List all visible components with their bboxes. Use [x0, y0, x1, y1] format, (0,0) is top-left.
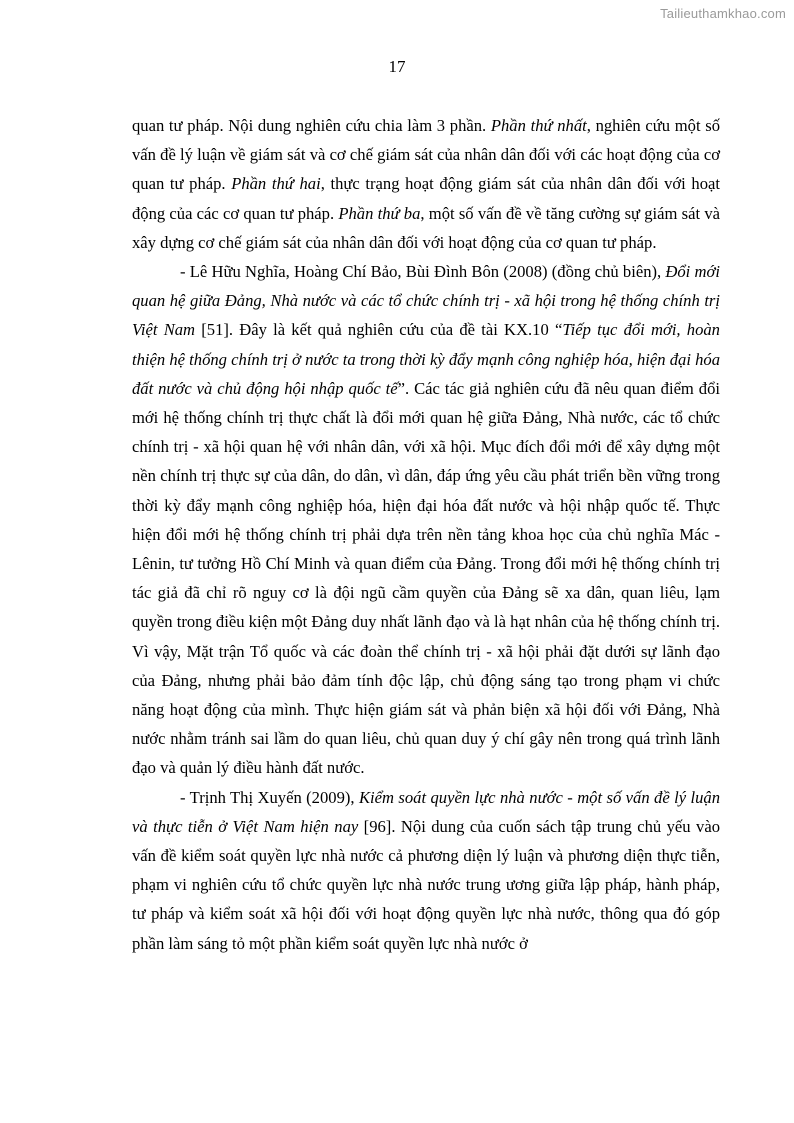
document-body — [132, 111, 720, 958]
text-run: - Lê Hữu Nghĩa, Hoàng Chí Bảo, Bùi Đình Bôn (2008) (đồng chủ biên), — [180, 262, 666, 282]
italic-run: Phần thứ ba — [338, 203, 421, 223]
text-run: [96]. Nội dung của cuốn sách tập trung chủ yếu vào vấn đề kiểm soát quyền lực nhà nước cả phương diện lý luận và phương diện thực tiễn, phạm vi nghiên cứu tổ chức quyền lực nhà nước trung ương giữa lập pháp, hành pháp, tư pháp và kiểm soát xã hội đối với hoạt động quyền lực nhà nước, thông qua đó góp phần làm sáng tỏ một phần kiểm soát quyền lực nhà nước ở — [132, 816, 720, 953]
text-run: , nghiên cứu một số vấn đề lý luận về giám sát và cơ chế giám sát của nhân dân đối với các hoạt động của cơ quan tư pháp. — [132, 116, 720, 194]
page-number: 17 — [388, 57, 406, 76]
italic-run: Tiếp tục đổi mới, hoàn thiện hệ thống chính trị ở nước ta trong thời kỳ đẩy mạnh công nghiệp hóa, hiện đại hóa đất nước và chủ động hội nhập quốc tế — [132, 320, 720, 398]
italic-run: Phần thứ nhất — [490, 116, 587, 135]
watermark-text: Tailieuthamkhao.com — [660, 6, 786, 21]
italic-run: Phần thứ hai — [231, 174, 321, 194]
paragraph-2 — [132, 257, 720, 783]
paragraph-3 — [132, 783, 720, 958]
text-run: ”. Các tác giả nghiên cứu đã nêu quan điểm đổi mới hệ thống chính trị thực chất là đổi mới quan hệ giữa Đảng, Nhà nước, các tổ chức chính trị - xã hội quan hệ với nhân dân, với xã hội. Mục đích đổi mới để xây dựng một nền chính trị thực sự của dân, do dân, vì dân, đáp ứng yêu cầu phát triển bền vững trong thời kỳ đẩy mạnh công nghiệp hóa, hiện đại hóa đất nước và hội nhập quốc tế. Thực hiện đổi mới hệ thống chính trị phải dựa trên nền tảng khoa học của chủ nghĩa Mác - Lênin, tư tưởng Hồ Chí Minh và quan điểm của Đảng. Trong đổi mới hệ thống chính trị tác giả đã chỉ rõ nguy cơ là đội ngũ cầm quyền của Đảng sẽ xa dân, quan liêu, lạm quyền trong điều kiện một Đảng duy nhất lãnh đạo và là hạt nhân của hệ thống chính trị. Vì vậy, Mặt trận Tổ quốc và các đoàn thể chính trị - xã hội phải đặt dưới sự lãnh đạo của Đảng, nhưng phải bảo đảm tính độc lập, chủ động sáng tạo trong phạm vi chức năng hoạt động của mình. Thực hiện giám sát và phản biện xã hội đối với Đảng, Nhà nước nhằm tránh sai lầm do quan liêu, chủ quan duy ý chí gây nên trong quá trình lãnh đạo và quản lý điều hành đất nước. — [132, 378, 720, 778]
italic-run: Đổi mới quan hệ giữa Đảng, Nhà nước và các tổ chức chính trị - xã hội trong hệ thống chính trị Việt Nam — [132, 262, 720, 340]
paragraph-1 — [132, 111, 720, 257]
text-run: [51]. Đây là kết quả nghiên cứu của đề tài KX.10 “ — [195, 320, 563, 340]
italic-run: Kiểm soát quyền lực nhà nước - một số vấn đề lý luận và thực tiễn ở Việt Nam hiện nay — [132, 787, 721, 836]
text-run: quan tư pháp. Nội dung nghiên cứu chia làm 3 phần. — [132, 116, 491, 135]
text-run: , một số vấn đề về tăng cường sự giám sát và xây dựng cơ chế giám sát của nhân dân đối với hoạt động của cơ quan tư pháp. — [132, 203, 720, 252]
text-run: , thực trạng hoạt động giám sát của nhân dân đối với hoạt động của các cơ quan tư pháp. — [132, 174, 720, 223]
text-run: - Trịnh Thị Xuyến (2009), — [180, 787, 359, 807]
